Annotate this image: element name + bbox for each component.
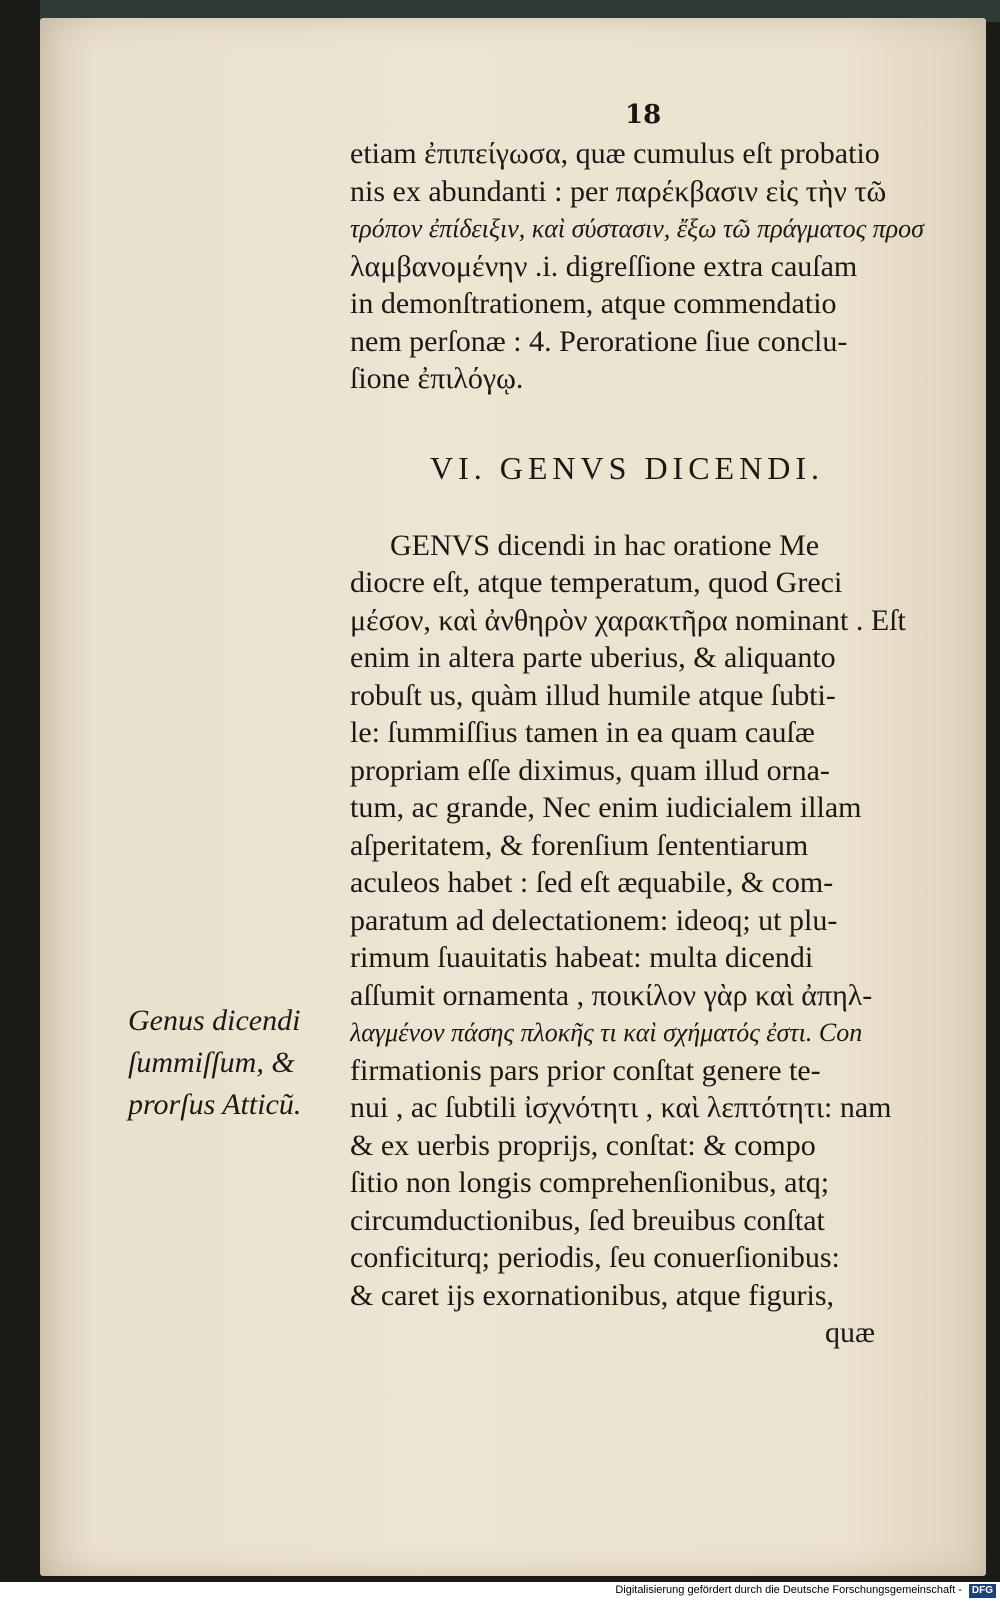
text-line: τρόπον ἐπίδειξιν, καὶ σύστασιν, ἔξω τῶ πράγματος προσ [350,214,924,243]
text-line: aſperitatem, & forenſium ſententiarum [350,828,809,862]
text-line: enim in altera parte uberius, & aliquanto [350,641,836,674]
footer-credit: Digitalisierung gefördert durch die Deutsche Forschungsgemeinschaft - [615,1584,962,1596]
text-line: λαμβανομένην .i. digreſſione extra cauſam [350,249,858,283]
section-heading: VI. GENVS DICENDI. [430,449,824,486]
text-line: ſitio non longis comprehenſionibus, atq; [350,1166,830,1199]
marginal-note-line: ſummiſſum, & [128,1046,295,1079]
marginal-note-line: prorſus Atticũ. [128,1088,302,1121]
text-line: nem perſonæ : 4. Peroratione ſiue conclu- [350,324,848,358]
text-line: propriam eſſe diximus, quam illud orna- [350,753,830,787]
dfg-logo: DFG [969,1584,996,1598]
page-number: 18 [625,100,662,130]
text-line: rimum ſuauitatis habeat: multa dicendi [350,941,814,974]
text-line: circumductionibus, ſed breuibus conſtat [350,1203,825,1237]
text-line: GENVS dicendi in hac oratione Me [390,528,820,562]
text-line: in demonſtrationem, atque commendatio [350,287,837,320]
text-line: μέσον, καὶ ἀνθηρὸν χαρακτῆρα nominant . Eſt [350,603,906,637]
text-line: λαγμένον πάσης πλοκῆς τι καὶ σχήματός ἐστι. Con [350,1018,863,1047]
text-line: & ex uerbis proprijs, conſtat: & compo [350,1128,816,1162]
text-line: nis ex abundanti : per παρέκβασιν εἰς τὴν τῶ [350,174,887,208]
text-line: le: ſummiſſius tamen in ea quam cauſæ [350,716,815,749]
text-line: firmationis pars prior conſtat genere te- [350,1053,821,1087]
text-line: paratum ad delectationem: ideoq; ut plu- [350,903,838,937]
text-line: tum, ac grande, Nec enim iudicialem illam [350,791,862,824]
text-line: aculeos habet : ſed eſt æquabile, & com- [350,866,834,899]
text-line: nui , ac ſubtili ἰσχνότητι , καὶ λεπτότητι: nam [350,1091,892,1124]
text-line: conficiturq; periodis, ſeu conuerſionibus: [350,1241,840,1274]
body-text [350,135,960,1352]
text-line: diocre eſt, atque temperatum, quod Greci [350,566,843,599]
text-line: robuſt us, quàm illud humile atque ſubti- [350,678,836,712]
text-line: aſſumit ornamenta , ποικίλον γὰρ καὶ ἀπηλ- [350,978,873,1012]
marginal-note [128,1000,343,1126]
footer-bar [0,1582,1000,1602]
text-line: etiam ἐπιπείγωσα, quæ cumulus eſt probatio [350,137,880,170]
text-line: ſione ἐπιλόγῳ. [350,362,524,395]
catchword: quæ [824,1316,875,1349]
text-line: & caret ijs exornationibus, atque figuris, [350,1278,835,1312]
marginal-note-line: Genus dicendi [128,1004,301,1037]
